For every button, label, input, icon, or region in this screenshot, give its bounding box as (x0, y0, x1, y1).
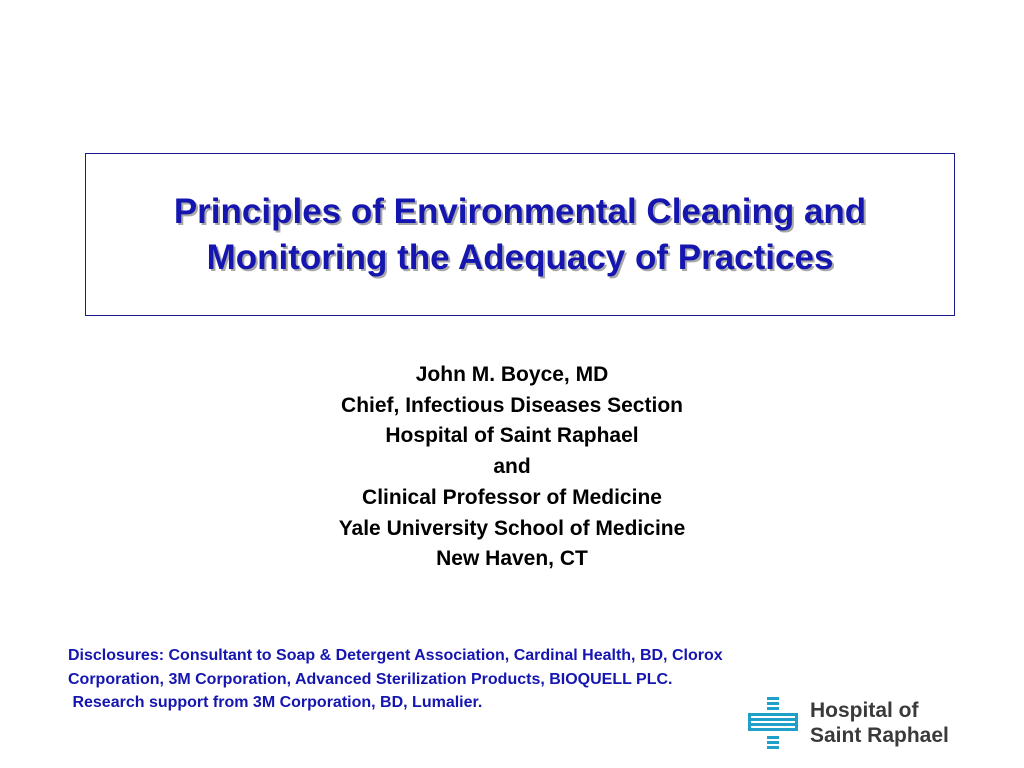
author-position: Chief, Infectious Diseases Section (341, 393, 683, 417)
title-line-2: Monitoring the Adequacy of Practices (206, 237, 834, 277)
disclosure-line-3: Research support from 3M Corporation, BD, Lumalier. (68, 694, 483, 711)
hospital-logo (746, 693, 976, 753)
author-school: Yale University School of Medicine (338, 516, 686, 540)
author-location: New Haven, CT (436, 547, 588, 571)
logo-line-2: Saint Raphael (810, 724, 949, 747)
hospital-cross-icon (746, 695, 800, 751)
author-conjunction: and (493, 455, 531, 479)
author-name: John M. Boyce, MD (415, 363, 609, 386)
author-professorship: Clinical Professor of Medicine (362, 485, 662, 509)
author-hospital: Hospital of Saint Raphael (385, 424, 639, 448)
author-block (212, 360, 812, 575)
title-box (85, 153, 955, 316)
disclosure-line-2: Corporation, 3M Corporation, Advanced Sterilization Products, BIOQUELL PLC. (68, 670, 673, 688)
title-line-1: Principles of Environmental Cleaning and (173, 191, 867, 231)
disclosure-line-1: Disclosures: Consultant to Soap & Detergent Association, Cardinal Health, BD, Clorox (68, 647, 723, 664)
logo-line-1: Hospital of (810, 699, 919, 722)
logo-text (810, 698, 949, 748)
